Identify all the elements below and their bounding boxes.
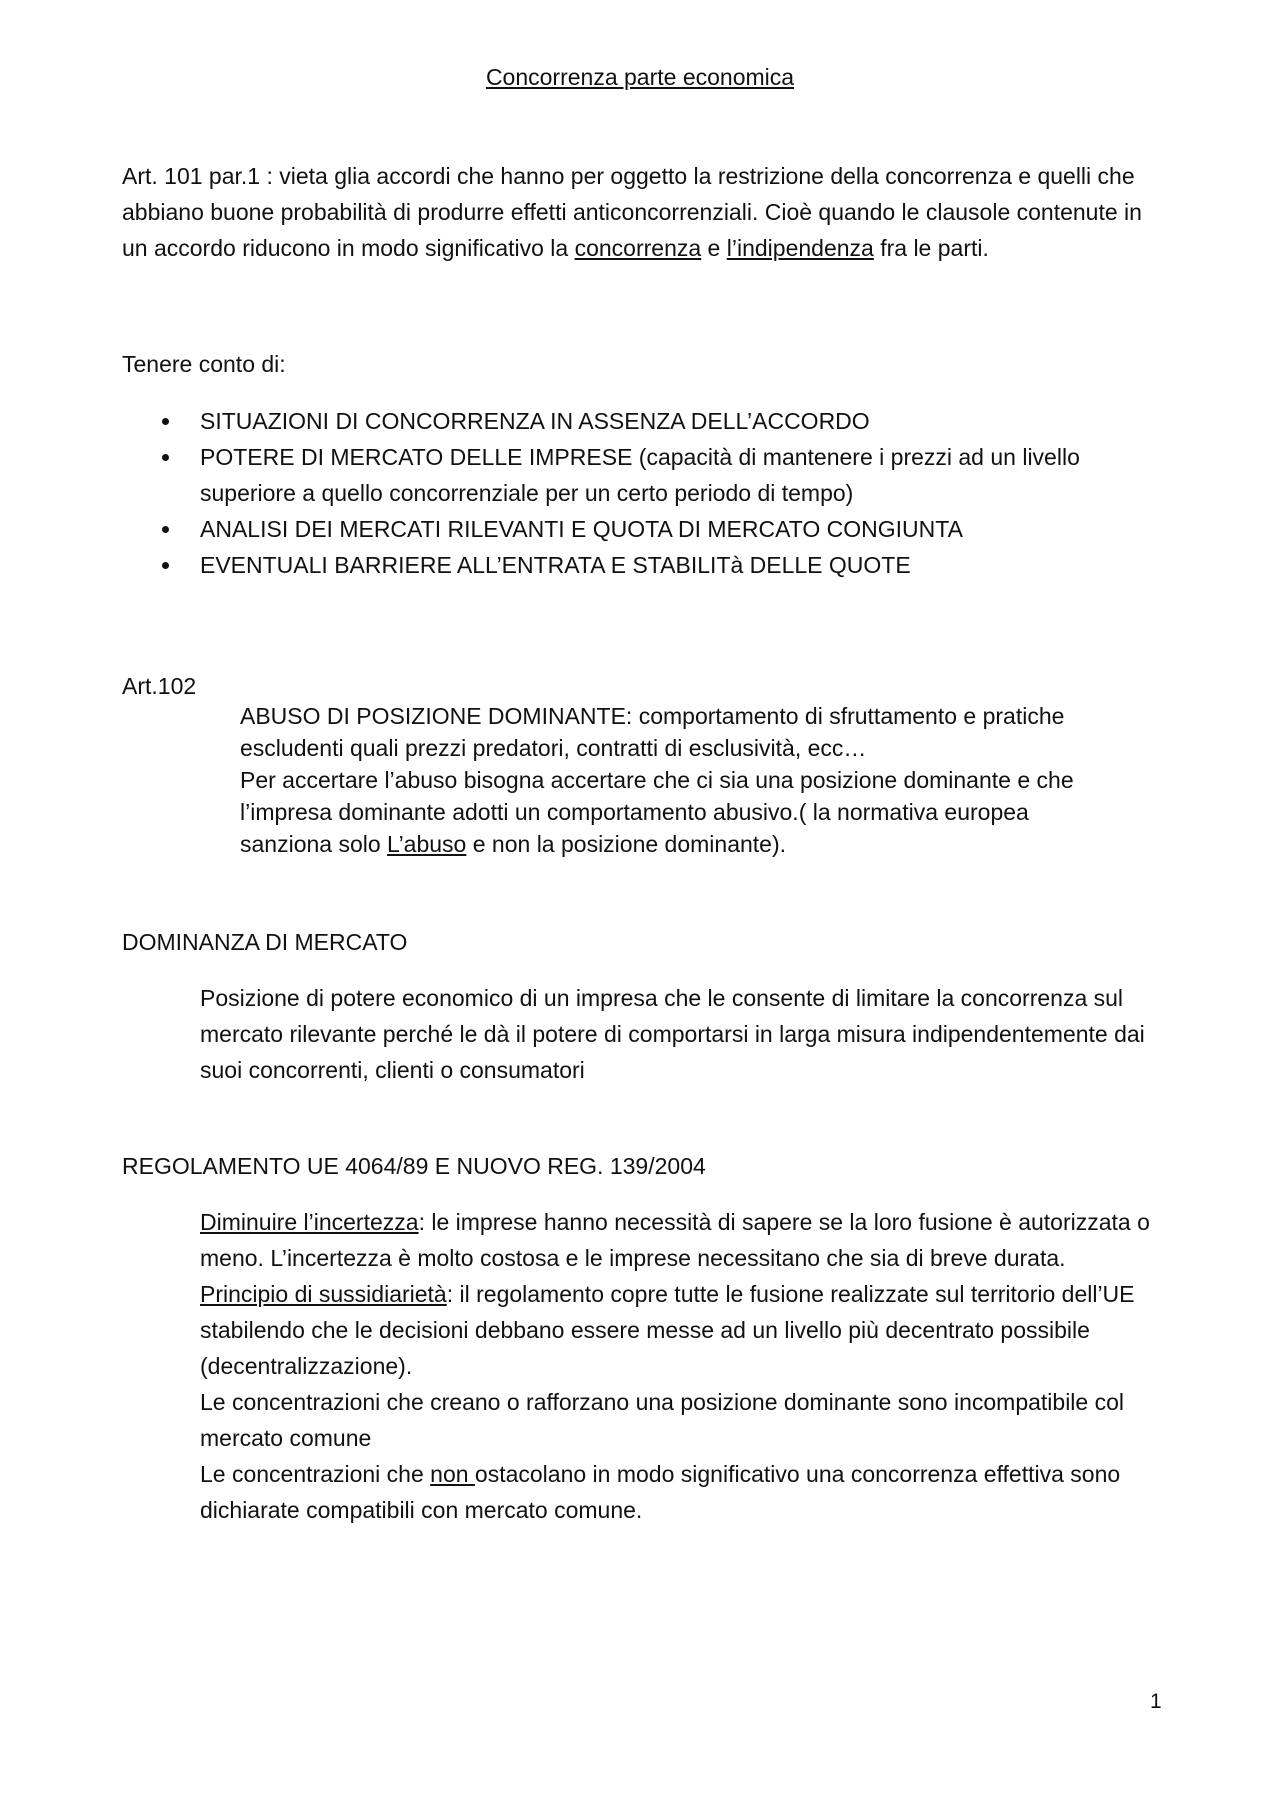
regolamento-p4: Le concentrazioni che non ostacolano in modo significativo una concorrenza effettiva sono dichiarate compatibili con mercato comune. xyxy=(200,1461,1121,1523)
art101-underlined-indipendenza: l’indipendenza xyxy=(726,235,874,261)
bullet-list xyxy=(122,403,1172,583)
dominanza-paragraph: Posizione di potere economico di un impresa che le consente di limitare la concorrenza sul mercato rilevante perché le dà il potere di comportarsi in larga misura indipendentemente dai suoi concorrenti, clienti o consumatori xyxy=(200,985,1145,1083)
art101-underlined-concorrenza: concorrenza xyxy=(574,235,702,261)
regolamento-p2: Principio di sussidiarietà: il regolamento copre tutte le fusione realizzate sul territorio dell’UE stabilendo che le decisioni debbano essere messe ad un livello più decentrato possibile (decentralizzazione). xyxy=(200,1281,1135,1379)
regolamento-p1: Diminuire l’incertezza: le imprese hanno necessità di sapere se la loro fusione è autorizzata o meno. L’incertezza è molto costosa e le imprese necessitano che sia di breve durata. xyxy=(200,1209,1150,1271)
bullet-list-container xyxy=(122,403,1172,583)
art102-line-1: ABUSO DI POSIZIONE DOMINANTE: comportamento di sfruttamento e pratiche escludenti quali prezzi predatori, contratti di esclusività, ecc… xyxy=(240,703,1065,761)
bullet-icon xyxy=(162,562,169,569)
art101-text-3: fra le parti. xyxy=(873,235,989,261)
art102-section xyxy=(240,700,1120,860)
art101-paragraph xyxy=(122,158,1172,266)
page-number: 1 xyxy=(1150,1690,1162,1713)
list-item: ANALISI DEI MERCATI RILEVANTI E QUOTA DI MERCATO CONGIUNTA xyxy=(122,511,1172,547)
regolamento-p3: Le concentrazioni che creano o rafforzano una posizione dominante sono incompatibile col mercato comune xyxy=(200,1389,1124,1451)
dominanza-heading: DOMINANZA DI MERCATO xyxy=(122,929,408,955)
art102-heading: Art.102 xyxy=(122,673,197,699)
diminuire-incertezza-label: Diminuire l’incertezza xyxy=(200,1209,419,1235)
list-item: SITUAZIONI DI CONCORRENZA IN ASSENZA DELL’ACCORDO xyxy=(122,403,1172,439)
art102-underlined-abuso: L’abuso xyxy=(387,831,467,857)
principio-sussidiarieta-label: Principio di sussidiarietà xyxy=(200,1281,447,1307)
art102-line-2: Per accertare l’abuso bisogna accertare che ci sia una posizione dominante e che l’impresa dominante adotti un comportamento abusivo.( la normativa europea sanziona solo L’abuso e non la posizione dominante). xyxy=(240,767,1074,857)
bullet-icon xyxy=(162,418,169,425)
art101-text-1: Art. 101 par.1 : vieta glia accordi che hanno per oggetto la restrizione della concorrenza e quelli che abbiano buone probabilità di produrre effetti anticoncorrenziali. Cioè quando le clausole contenute in un accordo riducono in modo significativo la xyxy=(122,163,1142,261)
underlined-non: non xyxy=(430,1461,475,1487)
document-title: Concorrenza parte economica xyxy=(485,64,795,90)
regolamento-section xyxy=(200,1204,1180,1528)
bullet-icon xyxy=(162,454,169,461)
list-item: POTERE DI MERCATO DELLE IMPRESE (capacità di mantenere i prezzi ad un livello superiore a quello concorrenziale per un certo periodo di tempo) xyxy=(122,439,1172,511)
art101-text-2: e xyxy=(701,235,727,261)
bullet-icon xyxy=(162,526,169,533)
regolamento-heading: REGOLAMENTO UE 4064/89 E NUOVO REG. 139/2004 xyxy=(122,1153,706,1179)
tenere-conto-label: Tenere conto di: xyxy=(122,351,286,377)
list-item: EVENTUALI BARRIERE ALL’ENTRATA E STABILITà DELLE QUOTE xyxy=(122,547,1172,583)
